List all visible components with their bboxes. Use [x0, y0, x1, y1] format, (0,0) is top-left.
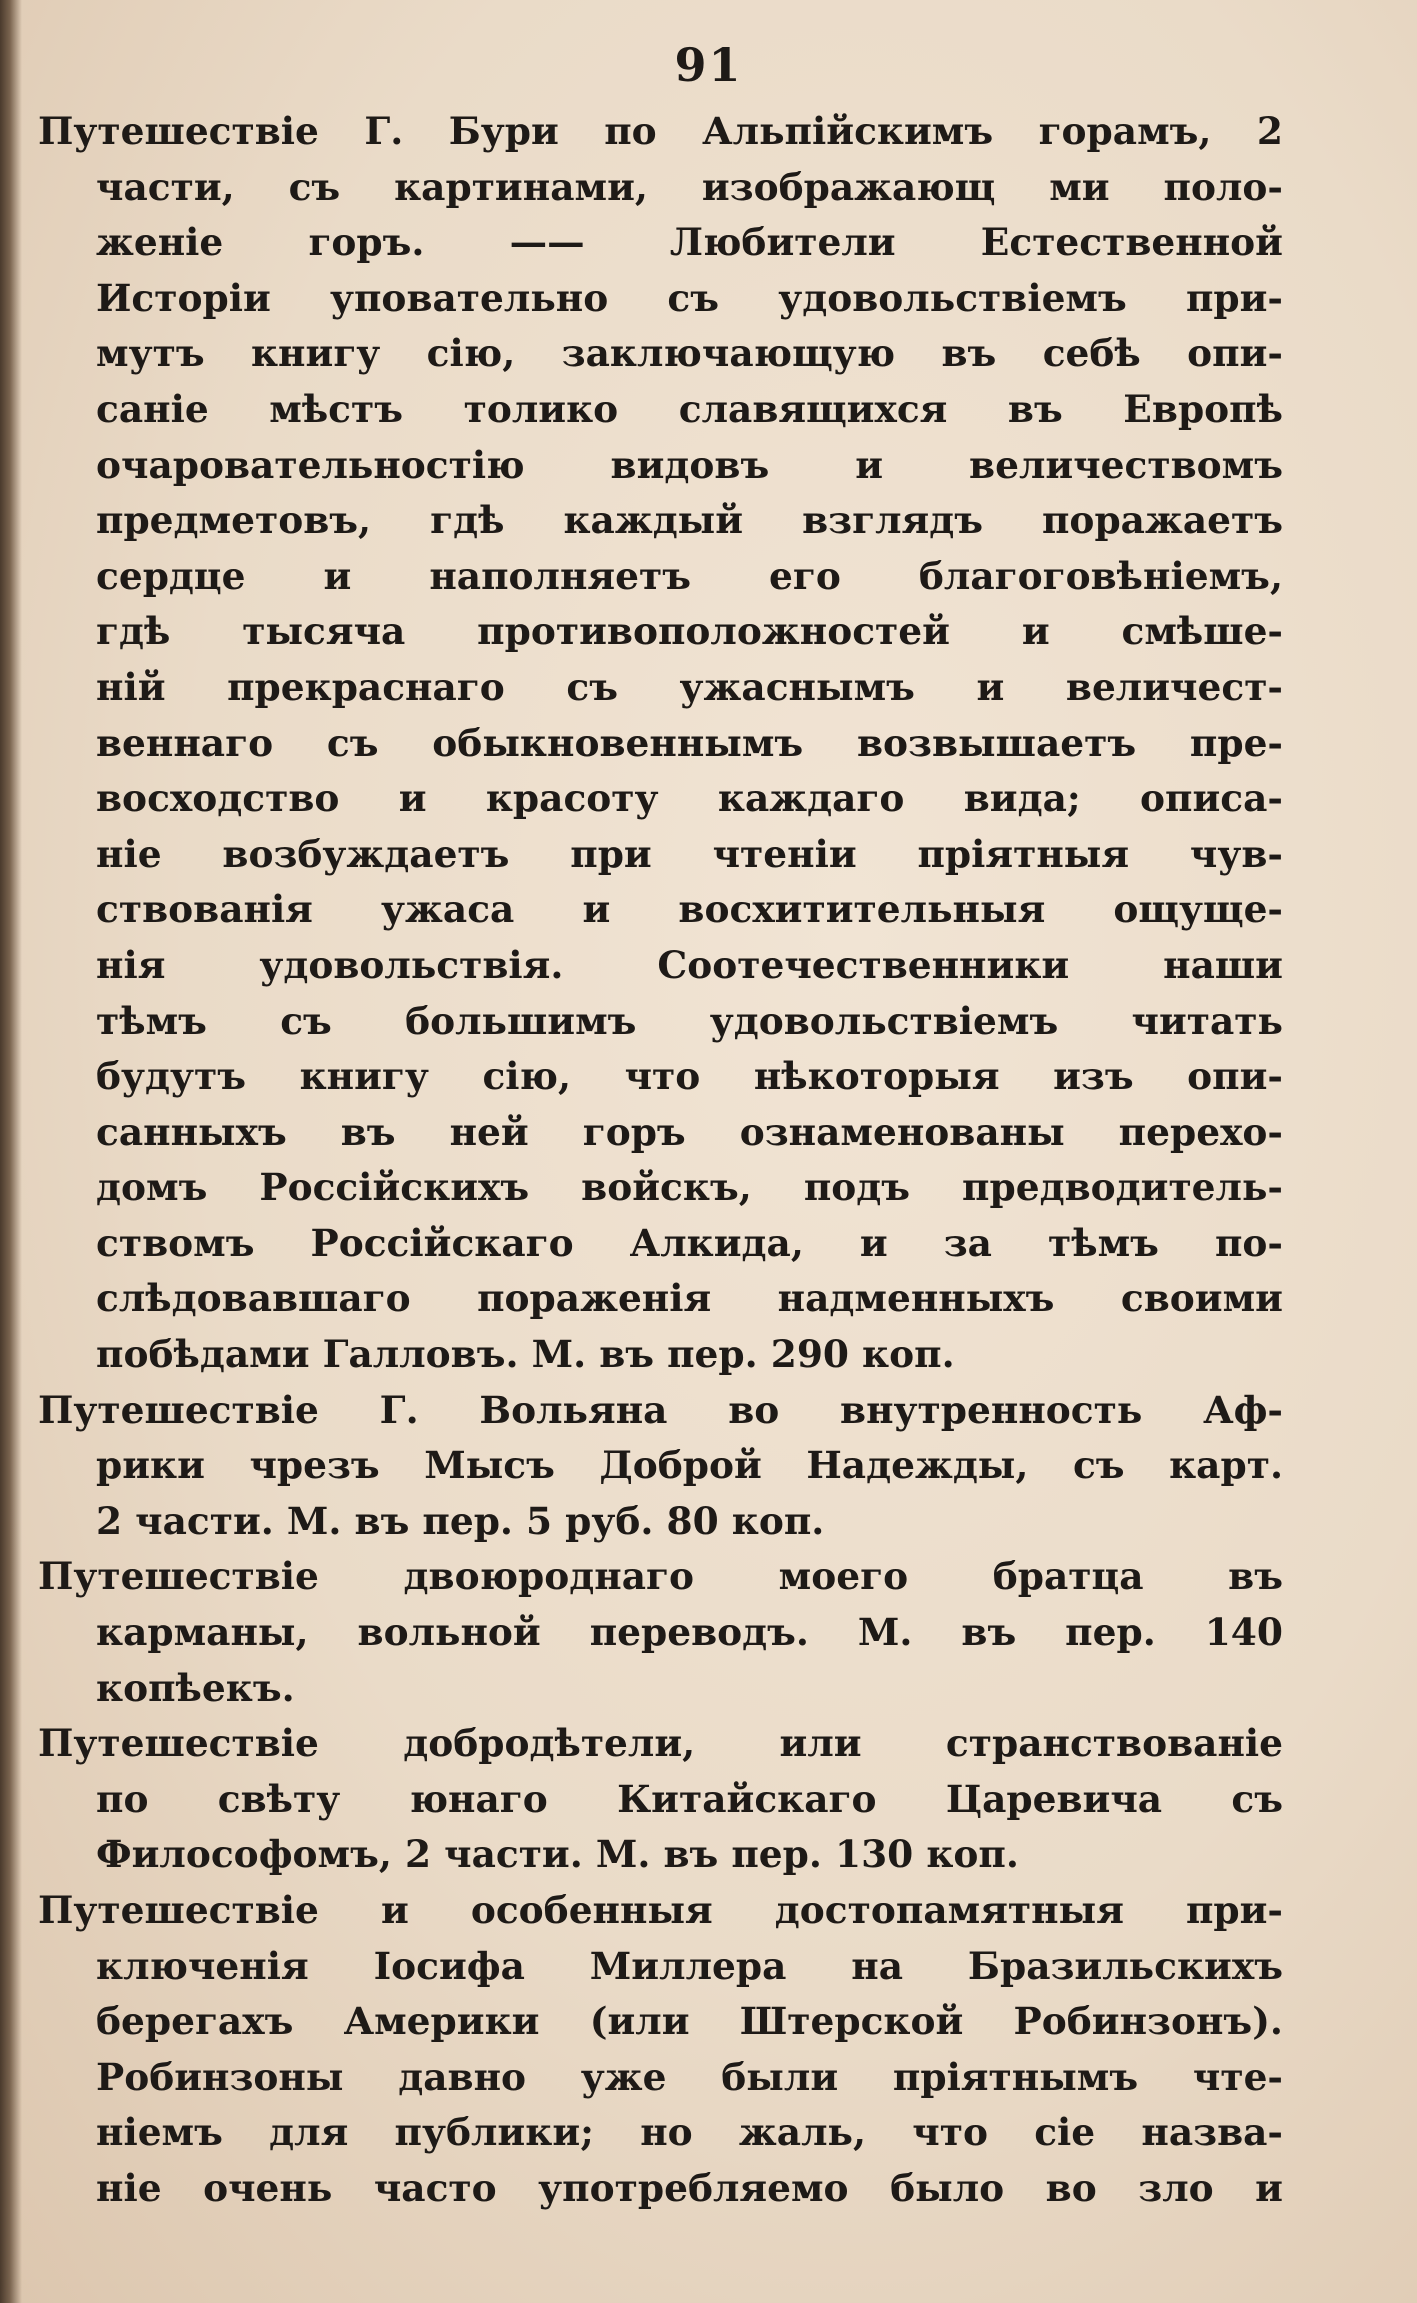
book-spine-shadow: [0, 0, 22, 2303]
text-line: гдѣ тысяча противоположностей и смѣше-: [96, 609, 1283, 654]
text-line: Путешествіе добродѣтели, или странствованіе: [38, 1721, 1283, 1766]
text-line: предметовъ, гдѣ каждый взглядъ поражаетъ: [96, 498, 1283, 543]
text-line: Путешествіе Г. Бури по Альпійскимъ горамъ, 2: [38, 109, 1283, 153]
text-line: по свѣту юнаго Китайскаго Царевича съ: [96, 1776, 1283, 1821]
text-line: Путешествіе Г. Вольяна во внутренность Аф-: [38, 1387, 1283, 1432]
text-line: Путешествіе и особенныя достопамятныя при-: [38, 1888, 1283, 1932]
text-line: ніемъ для публики; но жаль, что сіе назва-: [96, 2110, 1283, 2155]
text-line: сердце и наполняетъ его благоговѣніемъ,: [96, 553, 1283, 598]
text-line: части, съ картинами, изображающ ми поло-: [96, 164, 1283, 209]
text-line: Путешествіе двоюроднаго моего братца въ: [38, 1554, 1283, 1599]
text-line: рики чрезъ Мысъ Доброй Надежды, съ карт.: [96, 1443, 1283, 1488]
text-line: восходство и красоту каждаго вида; описа-: [96, 776, 1283, 821]
text-line: берегахъ Америки (или Штерской Робинзонъ).: [96, 1999, 1283, 2044]
text-line: очаровательностію видовъ и величествомъ: [96, 442, 1283, 487]
text-line: будутъ книгу сію, что нѣкоторыя изъ опи-: [96, 1054, 1283, 1099]
text-line: ніе возбуждаетъ при чтеніи пріятныя чув-: [96, 831, 1283, 876]
text-line: домъ Россійскихъ войскъ, подъ предводитель-: [96, 1165, 1283, 1210]
text-line: ствованія ужаса и восхитительныя ощуще-: [96, 887, 1283, 932]
catalog-text-block: [38, 104, 1283, 2217]
text-line: Философомъ, 2 части. М. въ пер. 130 коп.: [96, 1832, 1019, 1877]
text-line: Исторіи уповательно съ удовольствіемъ при-: [96, 275, 1283, 320]
text-line: ключенія Іосифа Миллера на Бразильскихъ: [96, 1943, 1283, 1988]
text-line: копѣекъ.: [96, 1665, 295, 1710]
text-line: санныхъ въ ней горъ ознаменованы перехо-: [96, 1109, 1283, 1154]
text-line: тѣмъ съ большимъ удовольствіемъ читать: [96, 998, 1283, 1043]
text-line: карманы, вольной переводъ. М. въ пер. 140: [96, 1610, 1283, 1655]
text-line: веннаго съ обыкновеннымъ возвышаетъ пре-: [96, 720, 1283, 765]
text-line: Робинзоны давно уже были пріятнымъ чте-: [96, 2054, 1283, 2099]
page-number: 91: [674, 38, 743, 92]
text-line: ній прекраснаго съ ужаснымъ и величест-: [96, 664, 1283, 709]
text-line: саніе мѣстъ толико славящихся въ Европѣ: [96, 386, 1283, 431]
text-line: слѣдовавшаго пораженія надменныхъ своими: [96, 1276, 1283, 1321]
text-line: побѣдами Галловъ. М. въ пер. 290 коп.: [96, 1332, 955, 1377]
text-line: 2 части. М. въ пер. 5 руб. 80 коп.: [96, 1498, 825, 1543]
text-line: нія удовольствія. Соотечественники наши: [96, 942, 1283, 987]
text-line: мутъ книгу сію, заключающую въ себѣ опи-: [96, 331, 1283, 376]
text-line: ствомъ Россійскаго Алкида, и за тѣмъ по-: [96, 1220, 1283, 1265]
text-line: женіе горъ. —— Любители Естественной: [96, 220, 1283, 265]
text-line: ніе очень часто употребляемо было во зло и: [96, 2165, 1283, 2210]
